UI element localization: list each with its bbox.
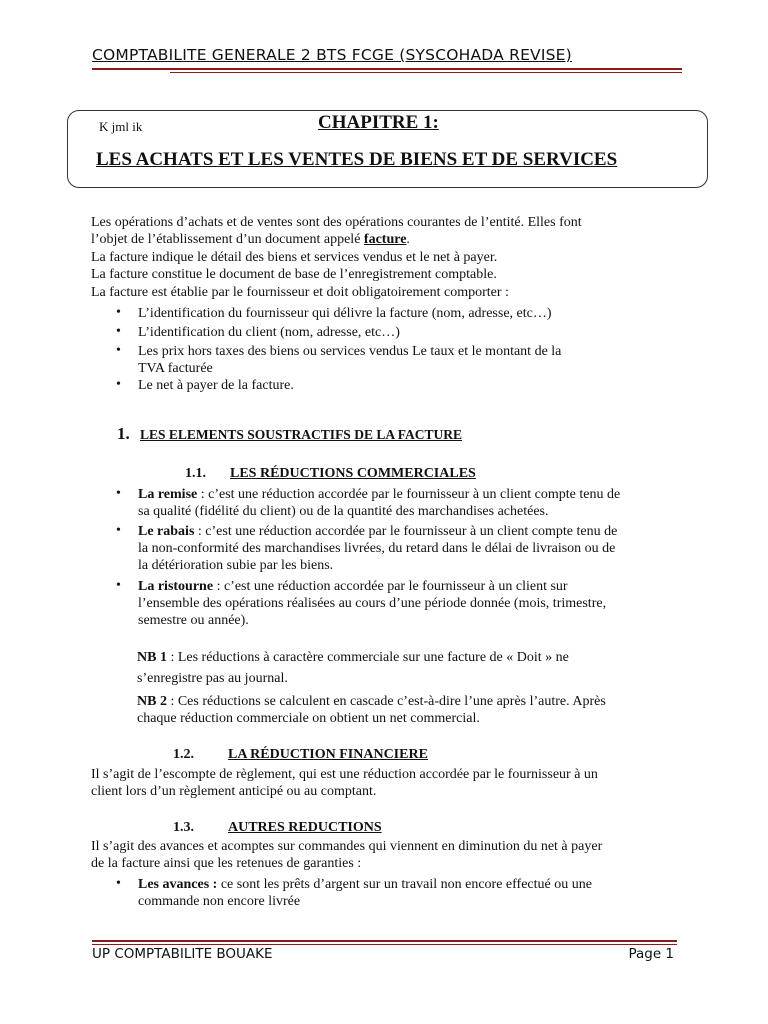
subsection-number: 1.2.: [173, 747, 194, 762]
list-item: la détérioration subie par les biens.: [138, 558, 334, 573]
intro-line: l’objet de l’établissement d’un document appelé facture.: [91, 232, 410, 247]
list-item: L’identification du client (nom, adresse, etc…): [138, 325, 400, 340]
note-nb2: NB 2 : Ces réductions se calculent en cascade c’est-à-dire l’une après l’autre. Après: [137, 694, 606, 709]
paragraph-line: de la facture ainsi que les retenues de garanties :: [91, 856, 362, 871]
subsection-number: 1.3.: [173, 820, 194, 835]
footer-rule-thin: [92, 944, 677, 945]
bullet-icon: •: [116, 486, 121, 501]
chapter-number: CHAPITRE 1:: [318, 112, 439, 133]
bullet-icon: •: [116, 876, 121, 891]
chapter-title: LES ACHATS ET LES VENTES DE BIENS ET DE SERVICES: [96, 149, 618, 170]
intro-line: La facture constitue le document de base de l’enregistrement comptable.: [91, 267, 497, 282]
chapter-note: K jml ik: [99, 119, 143, 134]
bullet-icon: •: [116, 305, 121, 320]
list-item: semestre ou année).: [138, 613, 249, 628]
intro-line: La facture indique le détail des biens et services vendus et le net à payer.: [91, 250, 498, 265]
list-item: Les avances : ce sont les prêts d’argent sur un travail non encore effectué ou une: [138, 877, 592, 892]
intro-line: Les opérations d’achats et de ventes sont des opérations courantes de l’entité. Elles font: [91, 215, 582, 230]
paragraph-line: client lors d’un règlement anticipé ou au comptant.: [91, 784, 377, 799]
list-item: L’identification du fournisseur qui délivre la facture (nom, adresse, etc…): [138, 306, 552, 321]
list-item: La ristourne : c’est une réduction accordée par le fournisseur à un client sur: [138, 579, 568, 594]
paragraph-line: Il s’agit de l’escompte de règlement, qui est une réduction accordée par le fournisseur à un: [91, 767, 598, 782]
note-nb1: NB 1 : Les réductions à caractère commerciale sur une facture de « Doit » ne: [137, 650, 569, 665]
list-item: sa qualité (fidélité du client) ou de la quantité des marchandises achetées.: [138, 504, 549, 519]
intro-line: La facture est établie par le fournisseur et doit obligatoirement comporter :: [91, 285, 509, 300]
paragraph-line: Il s’agit des avances et acomptes sur commandes qui viennent en diminution du net à payer: [91, 839, 603, 854]
list-item: Le net à payer de la facture.: [138, 378, 294, 393]
subsection-title: AUTRES REDUCTIONS: [228, 820, 382, 835]
bullet-icon: •: [116, 377, 121, 392]
section-title: LES ELEMENTS SOUSTRACTIFS DE LA FACTURE: [140, 427, 462, 442]
bullet-icon: •: [116, 324, 121, 339]
list-item: TVA facturée: [138, 361, 213, 376]
list-item: commande non encore livrée: [138, 894, 301, 909]
footer-rule-thick: [92, 940, 677, 942]
header-rule-thin: [170, 72, 682, 73]
list-item: La remise : c’est une réduction accordée par le fournisseur à un client compte tenu de: [138, 487, 621, 502]
subsection-title: LA RÉDUCTION FINANCIERE: [228, 747, 428, 762]
bullet-icon: •: [116, 343, 121, 358]
header-rule-thick: [92, 68, 682, 70]
subsection-number: 1.1.: [185, 466, 206, 481]
list-item: la non-conformité des marchandises livrées, du retard dans le délai de livraison ou de: [138, 541, 616, 556]
bullet-icon: •: [116, 523, 121, 538]
facture-term: facture: [363, 232, 407, 247]
note-nb2: chaque réduction commerciale on obtient un net commercial.: [137, 711, 480, 726]
list-item: l’ensemble des opérations réalisées au cours d’une période donnée (mois, trimestre,: [138, 596, 607, 611]
subsection-title: LES RÉDUCTIONS COMMERCIALES: [230, 466, 476, 481]
bullet-icon: •: [116, 578, 121, 593]
note-nb1: s’enregistre pas au journal.: [137, 671, 288, 686]
page-number: Page 1: [628, 946, 674, 962]
list-item: Le rabais : c’est une réduction accordée par le fournisseur à un client compte tenu de: [138, 524, 618, 539]
section-number: 1.: [117, 424, 130, 443]
header-title: COMPTABILITE GENERALE 2 BTS FCGE (SYSCOHADA REVISE): [92, 46, 572, 64]
footer-left: UP COMPTABILITE BOUAKE: [92, 946, 273, 962]
list-item: Les prix hors taxes des biens ou services vendus Le taux et le montant de la: [138, 344, 562, 359]
